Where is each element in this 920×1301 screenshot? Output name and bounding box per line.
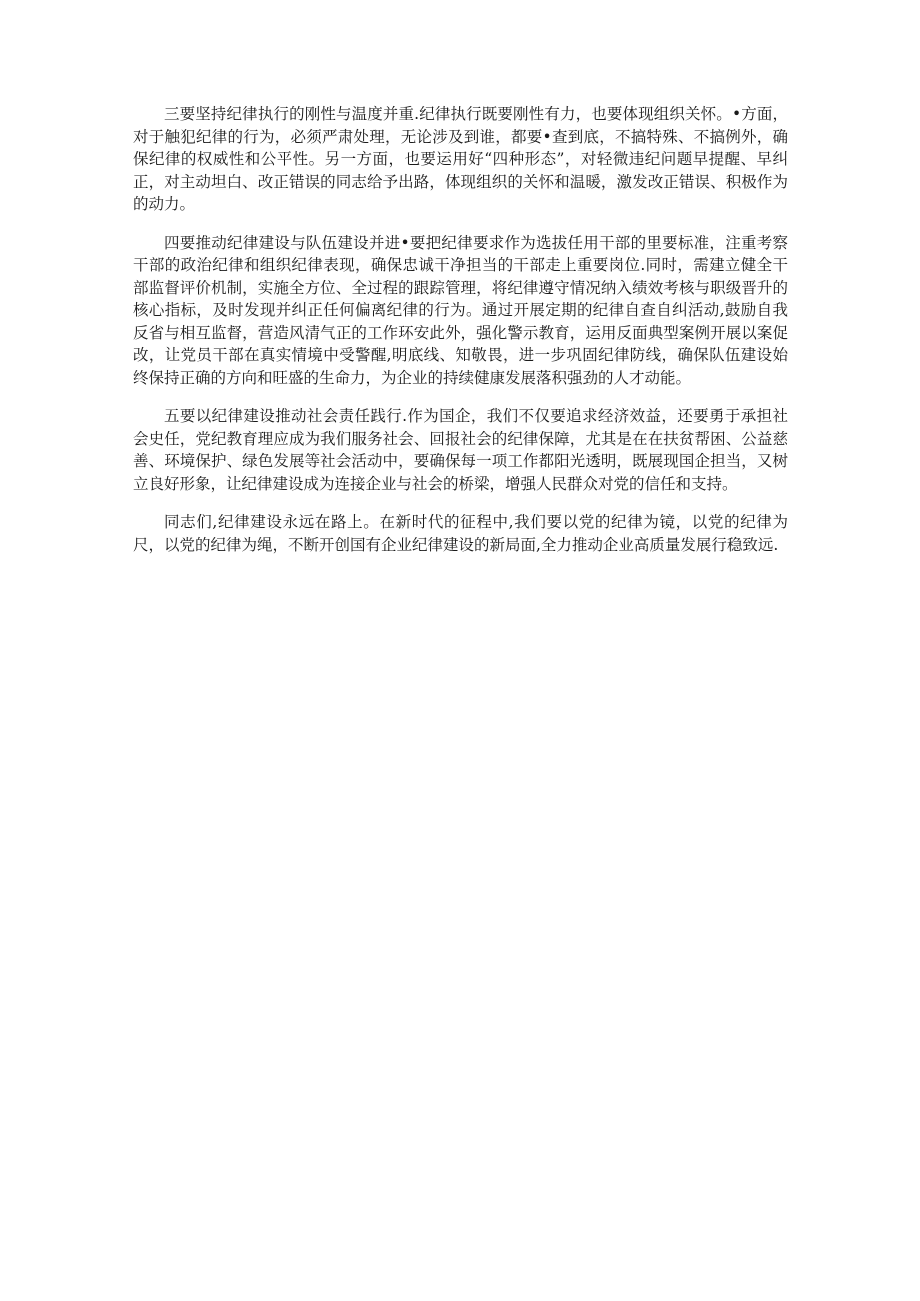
paragraph-closing: 同志们,纪律建设永远在路上。在新时代的征程中,我们要以党的纪律为镜，以党的纪律为尺，以党的纪律为绳，不断开创国有企业纪律建设的新局面,全力推动企业高质量发展行稳致远. [133, 513, 788, 554]
paragraph-social-responsibility: 五要以纪律建设推动社会责任践行.作为国企，我们不仅要追求经济效益，还要勇于承担社会史任，党纪教育理应成为我们服务社会、回报社会的纪律保障，尤其是在在扶贫帮困、公益慈善、环境保护、绿色发展等社会活动中，要确保每一项工作都阳光透明，既展现国企担当，又树立良好形象，让纪律建设成为连接企业与社会的桥梁，增强人民群众对党的信任和支持。 [133, 407, 788, 493]
paragraph-team-building: 四要推动纪律建设与队伍建设并进•要把纪律要求作为选拔任用干部的里要标准，注重考察干部的政治纪律和组织纪律表现，确保忠诚干净担当的干部走上重要岗位.同时，需建立健全干部监督评价机制，实施全方位、全过程的跟踪管理，将纪律遵守情况纳入绩效考核与职级晋升的核心指标，及时发现并纠正任何偏离纪律的行为。通过开展定期的纪律自查自纠活动,鼓励自我反省与相互监督，营造风清气正的工作环安此外，强化警示教育，运用反面典型案例开展以案促改，让党员干部在真实情境中受警醒,明底线、知敬畏，进一步巩固纪律防线，确保队伍建设始终保持正确的方向和旺盛的生命力，为企业的持续健康发展落积强劲的人才动能。 [133, 233, 788, 387]
document-body [133, 103, 788, 572]
paragraph-discipline-enforcement: 三要坚持纪律执行的刚性与温度并重.纪律执行既要刚性有力，也要体现组织关怀。•方面，对于触犯纪律的行为，必须严肃处理，无论涉及到谁，都要•查到底，不搞特殊、不搞例外，确保纪律的权威性和公平性。另一方面，也要运用好“四种形态”，对轻微违纪问题早提醒、早纠正，对主动坦白、改正错误的同志给予出路，体现组织的关怀和温暖，激发改正错误、积极作为的动力。 [133, 105, 788, 213]
